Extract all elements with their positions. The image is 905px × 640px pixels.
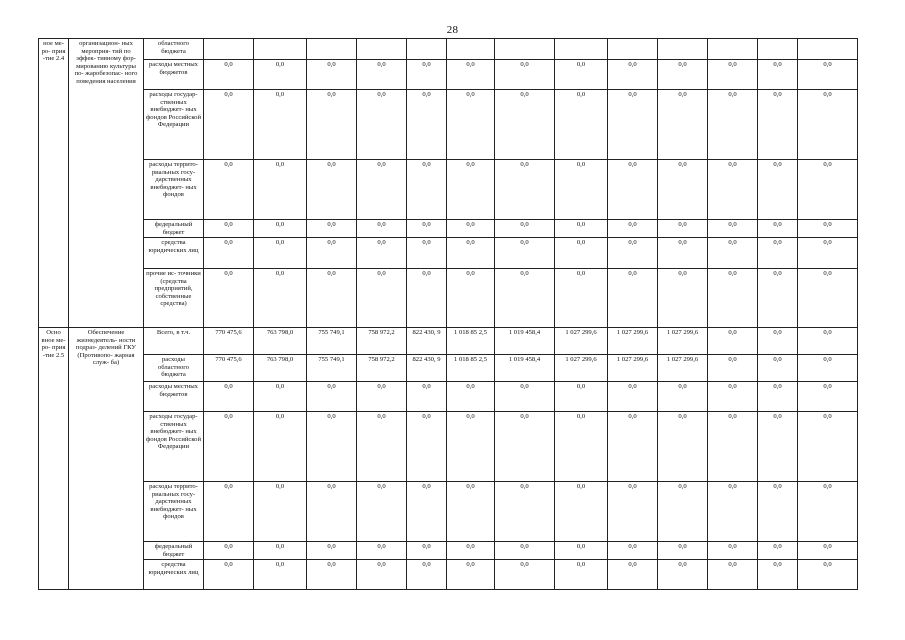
value-cell: 0,0	[658, 560, 708, 590]
value-cell: 0,0	[658, 60, 708, 90]
value-cell: 0,0	[357, 220, 407, 238]
value-cell: 0,0	[407, 220, 447, 238]
value-cell: 0,0	[708, 90, 758, 160]
value-cell: 0,0	[407, 482, 447, 542]
table-row	[39, 328, 858, 355]
value-cell	[447, 39, 495, 60]
value-cell: 0,0	[555, 60, 608, 90]
value-cell: 0,0	[254, 60, 307, 90]
value-cell: 0,0	[758, 60, 798, 90]
value-cell: 0,0	[447, 412, 495, 482]
funding-source: расходы террито- риальных госу- дарственных внебюджет- ных фондов	[144, 482, 204, 542]
value-cell: 0,0	[555, 160, 608, 220]
page-number: 28	[446, 24, 459, 36]
value-cell: 0,0	[357, 482, 407, 542]
value-cell: 0,0	[204, 560, 254, 590]
value-cell: 0,0	[254, 542, 307, 560]
value-cell: 0,0	[254, 412, 307, 482]
table-row	[39, 542, 858, 560]
table-row	[39, 382, 858, 412]
funding-source: федеральный бюджет	[144, 542, 204, 560]
value-cell	[658, 39, 708, 60]
value-cell: 0,0	[307, 90, 357, 160]
funding-source: расходы государ- ственных внебюджет- ных фондов Российской Федерации	[144, 90, 204, 160]
value-cell: 0,0	[447, 160, 495, 220]
value-cell: 763 798,0	[254, 328, 307, 355]
measure-label: ное ме- ро- прия -тие 2.4	[39, 39, 69, 328]
value-cell: 0,0	[447, 220, 495, 238]
value-cell: 0,0	[254, 220, 307, 238]
value-cell	[495, 39, 555, 60]
value-cell: 0,0	[798, 269, 858, 328]
table-row	[39, 560, 858, 590]
value-cell: 1 019 458,4	[495, 328, 555, 355]
value-cell: 770 475,6	[204, 328, 254, 355]
value-cell: 0,0	[307, 560, 357, 590]
value-cell: 0,0	[407, 238, 447, 269]
value-cell: 0,0	[708, 220, 758, 238]
value-cell: 0,0	[798, 560, 858, 590]
value-cell: 0,0	[357, 90, 407, 160]
value-cell: 0,0	[447, 238, 495, 269]
value-cell: 1 027 299,6	[608, 355, 658, 382]
value-cell: 0,0	[407, 90, 447, 160]
value-cell: 0,0	[658, 382, 708, 412]
funding-source: прочие ис- точники (средства предприятий, собственные средства)	[144, 269, 204, 328]
value-cell	[798, 39, 858, 60]
measure-title: организацион- ных мероприя- тий по эффек- тивному фор- мированию культуры по- жаробезопас- ного поведения населения	[69, 39, 144, 328]
table-row	[39, 220, 858, 238]
value-cell: 0,0	[204, 382, 254, 412]
table-row	[39, 160, 858, 220]
value-cell: 0,0	[708, 160, 758, 220]
funding-source: областного бюджета	[144, 39, 204, 60]
value-cell	[555, 39, 608, 60]
value-cell: 0,0	[447, 560, 495, 590]
funding-source: расходы областного бюджета	[144, 355, 204, 382]
value-cell: 0,0	[447, 382, 495, 412]
value-cell: 0,0	[447, 542, 495, 560]
value-cell: 0,0	[608, 482, 658, 542]
value-cell: 0,0	[658, 90, 708, 160]
value-cell: 755 749,1	[307, 355, 357, 382]
value-cell: 0,0	[608, 160, 658, 220]
value-cell: 0,0	[307, 160, 357, 220]
value-cell: 0,0	[307, 412, 357, 482]
value-cell: 0,0	[495, 269, 555, 328]
value-cell: 0,0	[407, 160, 447, 220]
value-cell: 0,0	[658, 238, 708, 269]
value-cell: 0,0	[608, 542, 658, 560]
value-cell: 0,0	[307, 482, 357, 542]
value-cell: 1 027 299,6	[658, 355, 708, 382]
value-cell: 1 027 299,6	[608, 328, 658, 355]
value-cell: 0,0	[798, 482, 858, 542]
table-row	[39, 39, 858, 60]
value-cell: 0,0	[495, 238, 555, 269]
value-cell: 0,0	[658, 412, 708, 482]
value-cell: 0,0	[357, 160, 407, 220]
value-cell: 0,0	[658, 482, 708, 542]
value-cell: 0,0	[608, 269, 658, 328]
measure-label: Осно вное ме- ро- прия -тие 2.5	[39, 328, 69, 590]
value-cell: 0,0	[307, 382, 357, 412]
value-cell: 755 749,1	[307, 328, 357, 355]
value-cell: 1 027 299,6	[658, 328, 708, 355]
value-cell: 0,0	[204, 220, 254, 238]
value-cell: 0,0	[447, 269, 495, 328]
value-cell: 0,0	[708, 355, 758, 382]
value-cell: 0,0	[555, 238, 608, 269]
value-cell: 0,0	[608, 560, 658, 590]
value-cell: 0,0	[204, 542, 254, 560]
measure-title: Обеспечение жизнедеятель- ности подраз- делений ГКУ (Противопо- жарная служ- ба)	[69, 328, 144, 590]
value-cell: 0,0	[204, 90, 254, 160]
table-row	[39, 412, 858, 482]
value-cell: 0,0	[608, 220, 658, 238]
value-cell: 0,0	[307, 542, 357, 560]
value-cell: 0,0	[555, 382, 608, 412]
funding-source: средства юридических лиц	[144, 560, 204, 590]
value-cell: 0,0	[798, 542, 858, 560]
table-row	[39, 90, 858, 160]
value-cell	[407, 39, 447, 60]
value-cell: 0,0	[658, 542, 708, 560]
value-cell: 0,0	[407, 542, 447, 560]
value-cell: 0,0	[758, 412, 798, 482]
value-cell: 0,0	[658, 269, 708, 328]
value-cell: 0,0	[357, 238, 407, 269]
value-cell: 0,0	[447, 90, 495, 160]
value-cell: 0,0	[798, 382, 858, 412]
value-cell: 0,0	[708, 238, 758, 269]
value-cell: 758 972,2	[357, 355, 407, 382]
value-cell: 0,0	[758, 482, 798, 542]
value-cell: 0,0	[758, 269, 798, 328]
value-cell	[254, 39, 307, 60]
value-cell: 0,0	[708, 542, 758, 560]
value-cell: 0,0	[254, 482, 307, 542]
value-cell: 0,0	[204, 412, 254, 482]
value-cell: 0,0	[758, 560, 798, 590]
value-cell: 1 018 85 2,5	[447, 328, 495, 355]
value-cell	[204, 39, 254, 60]
value-cell: 822 430, 9	[407, 328, 447, 355]
value-cell: 0,0	[708, 560, 758, 590]
value-cell: 0,0	[658, 160, 708, 220]
value-cell: 0,0	[555, 542, 608, 560]
funding-source: Всего, в т.ч.	[144, 328, 204, 355]
value-cell: 0,0	[447, 60, 495, 90]
value-cell: 0,0	[204, 269, 254, 328]
value-cell: 763 798,0	[254, 355, 307, 382]
value-cell: 0,0	[708, 60, 758, 90]
funding-source: расходы местных бюджетов	[144, 382, 204, 412]
value-cell: 0,0	[357, 60, 407, 90]
value-cell	[608, 39, 658, 60]
value-cell: 0,0	[758, 90, 798, 160]
value-cell: 0,0	[708, 269, 758, 328]
value-cell: 0,0	[758, 542, 798, 560]
value-cell: 0,0	[555, 412, 608, 482]
value-cell: 0,0	[495, 220, 555, 238]
value-cell: 0,0	[798, 60, 858, 90]
value-cell: 0,0	[798, 238, 858, 269]
value-cell: 0,0	[798, 90, 858, 160]
value-cell: 0,0	[407, 412, 447, 482]
table-row	[39, 269, 858, 328]
value-cell: 0,0	[495, 60, 555, 90]
value-cell: 0,0	[357, 382, 407, 412]
value-cell	[357, 39, 407, 60]
value-cell: 0,0	[495, 382, 555, 412]
funding-source: расходы местных бюджетов	[144, 60, 204, 90]
table-row	[39, 238, 858, 269]
value-cell: 0,0	[495, 160, 555, 220]
value-cell: 0,0	[555, 90, 608, 160]
value-cell: 0,0	[407, 560, 447, 590]
value-cell: 0,0	[254, 560, 307, 590]
value-cell: 0,0	[495, 560, 555, 590]
value-cell: 0,0	[608, 60, 658, 90]
funding-source: расходы государ- ственных внебюджет- ных фондов Российской Федерации	[144, 412, 204, 482]
value-cell: 0,0	[204, 160, 254, 220]
value-cell: 0,0	[307, 60, 357, 90]
value-cell: 0,0	[555, 220, 608, 238]
value-cell: 0,0	[608, 90, 658, 160]
value-cell: 0,0	[447, 482, 495, 542]
value-cell: 0,0	[407, 60, 447, 90]
value-cell	[307, 39, 357, 60]
value-cell: 0,0	[495, 542, 555, 560]
funding-source: федеральный бюджет	[144, 220, 204, 238]
value-cell: 0,0	[254, 382, 307, 412]
table-body	[39, 39, 858, 590]
value-cell: 0,0	[204, 60, 254, 90]
value-cell: 0,0	[357, 542, 407, 560]
value-cell: 0,0	[495, 90, 555, 160]
value-cell: 0,0	[555, 560, 608, 590]
value-cell: 0,0	[307, 269, 357, 328]
value-cell: 0,0	[758, 238, 798, 269]
value-cell: 0,0	[204, 238, 254, 269]
value-cell: 0,0	[254, 90, 307, 160]
value-cell: 0,0	[798, 355, 858, 382]
value-cell: 0,0	[254, 269, 307, 328]
value-cell: 0,0	[708, 382, 758, 412]
value-cell: 0,0	[495, 412, 555, 482]
value-cell: 0,0	[357, 560, 407, 590]
value-cell: 0,0	[758, 220, 798, 238]
value-cell	[758, 39, 798, 60]
value-cell	[708, 39, 758, 60]
value-cell: 0,0	[495, 482, 555, 542]
value-cell: 0,0	[708, 482, 758, 542]
value-cell: 822 430, 9	[407, 355, 447, 382]
value-cell: 0,0	[798, 328, 858, 355]
value-cell: 0,0	[608, 412, 658, 482]
value-cell: 758 972,2	[357, 328, 407, 355]
value-cell: 0,0	[204, 482, 254, 542]
value-cell: 0,0	[357, 412, 407, 482]
value-cell: 0,0	[407, 269, 447, 328]
value-cell: 1 019 458,4	[495, 355, 555, 382]
value-cell: 0,0	[798, 412, 858, 482]
value-cell: 0,0	[254, 160, 307, 220]
value-cell: 0,0	[708, 412, 758, 482]
funding-source: средства юридических лиц	[144, 238, 204, 269]
value-cell: 0,0	[658, 220, 708, 238]
value-cell: 0,0	[758, 382, 798, 412]
value-cell: 0,0	[555, 482, 608, 542]
value-cell: 0,0	[307, 238, 357, 269]
value-cell: 0,0	[555, 269, 608, 328]
value-cell: 0,0	[357, 269, 407, 328]
value-cell: 0,0	[798, 220, 858, 238]
table-row	[39, 355, 858, 382]
value-cell: 0,0	[758, 160, 798, 220]
value-cell: 0,0	[758, 355, 798, 382]
table-row	[39, 60, 858, 90]
budget-table	[38, 38, 858, 590]
value-cell: 0,0	[254, 238, 307, 269]
value-cell: 0,0	[608, 238, 658, 269]
value-cell: 0,0	[758, 328, 798, 355]
value-cell: 0,0	[608, 382, 658, 412]
value-cell: 0,0	[407, 382, 447, 412]
funding-source: расходы террито- риальных госу- дарственных внебюджет- ных фондов	[144, 160, 204, 220]
value-cell: 1 027 299,6	[555, 355, 608, 382]
value-cell: 1 018 85 2,5	[447, 355, 495, 382]
value-cell: 0,0	[798, 160, 858, 220]
table-row	[39, 482, 858, 542]
value-cell: 1 027 299,6	[555, 328, 608, 355]
value-cell: 0,0	[708, 328, 758, 355]
value-cell: 0,0	[307, 220, 357, 238]
value-cell: 770 475,6	[204, 355, 254, 382]
